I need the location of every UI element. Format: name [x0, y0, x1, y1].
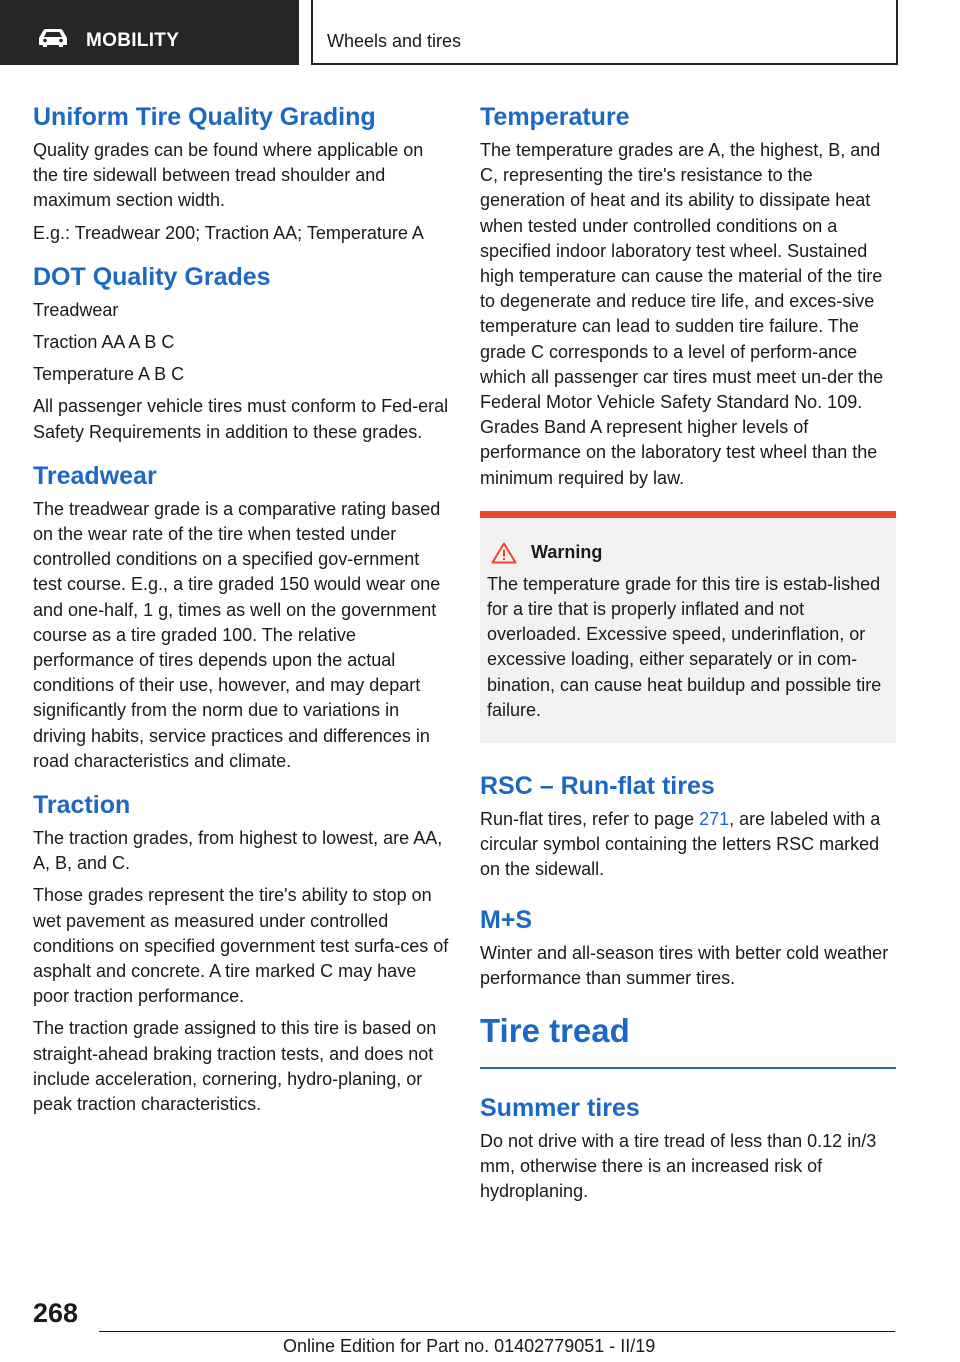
edition-note: Online Edition for Part no. 01402779051 - II/19 — [283, 1336, 656, 1356]
utqg-paragraph-2: E.g.: Treadwear 200; Traction AA; Temperature A — [33, 222, 424, 243]
chapter-tab — [311, 0, 898, 65]
traction-paragraph-2: Those grades represent the tire's ability to stop on wet pavement as measured under controlled conditions on specified government test surfa‐ces of asphalt and concrete. A tire marked C may have poor traction performance. — [33, 885, 449, 1007]
tire-tread-heading: Tire tread — [480, 1012, 630, 1050]
treadwear-heading: Treadwear — [33, 461, 157, 490]
warning-triangle-icon — [491, 542, 517, 564]
section-tab — [0, 0, 299, 65]
section-label: MOBILITY — [86, 30, 180, 51]
summer-tires-paragraph: Do not drive with a tire tread of less than 0.12 in/3 mm, otherwise there is an increased risk of hydroplaning. — [480, 1131, 877, 1202]
utqg-paragraph-1: Quality grades can be found where applicable on the tire sidewall between tread shoulder and maximum section width. — [33, 140, 424, 211]
left-column — [33, 100, 449, 1124]
traction-paragraph-1: The traction grades, from highest to lowest, are AA, A, B, and C. — [33, 828, 443, 874]
chapter-label: Wheels and tires — [327, 31, 462, 51]
warning-box — [480, 518, 896, 743]
rsc-text-after: , are labeled with a circular symbol containing the letters RSC marked on the sidewall. — [480, 809, 881, 880]
right-column — [480, 100, 896, 1212]
rsc-heading: RSC – Run-flat tires — [480, 772, 715, 801]
page-271-link[interactable]: 271 — [699, 809, 730, 830]
footer-rule — [99, 1331, 895, 1332]
tire-tread-rule — [480, 1067, 896, 1069]
dot-temperature-line: Temperature A B C — [33, 364, 185, 385]
traction-heading: Traction — [33, 791, 131, 820]
rsc-paragraph — [480, 807, 896, 883]
dot-treadwear-line: Treadwear — [33, 299, 119, 320]
warning-bar — [480, 511, 896, 518]
dot-paragraph: All passenger vehicle tires must conform to Fed‐eral Safety Requirements in addition to these grades. — [33, 396, 449, 442]
temperature-heading: Temperature — [480, 103, 630, 131]
warning-title: Warning — [531, 542, 603, 563]
page-number: 268 — [33, 1298, 79, 1328]
car-icon — [36, 28, 70, 48]
treadwear-paragraph: The treadwear grade is a comparative rating based on the wear rate of the tire when tested under controlled conditions on a specified gov‐ernment test course. E.g., a tire graded 150 would wear one and one-half, 1 g, times as well on the government course as a tire graded 100. The relative performance of tires depends upon the actual conditions of their use, however, and may depart significantly from the norm due to variations in driving habits, service practices and differences in road characteristics and climate. — [33, 498, 441, 771]
ms-heading: M+S — [480, 905, 533, 934]
summer-tires-heading: Summer tires — [480, 1094, 640, 1123]
dot-heading: DOT Quality Grades — [33, 262, 271, 291]
warning-text: The temperature grade for this tire is estab‐lished for a tire that is properly inflated and not overloaded. Excessive speed, underinflation, or excessive loading, either separately or in com‐bination, can cause heat buildup and possible tire failure. — [487, 573, 882, 720]
rsc-text-before: Run-flat tires, refer to page — [480, 809, 700, 830]
temperature-paragraph: The temperature grades are A, the highest, B, and C, representing the tire's resistance to the generation of heat and its ability to dissipate heat when tested under controlled conditions on a specified indoor laboratory test wheel. Sustained high temperature can cause the material of the tire to degenerate and reduce tire life, and exces‐sive temperature can lead to sudden tire failure. The grade C corresponds to a level of perform‐ance which all passenger car tires must meet un‐der the Federal Motor Vehicle Safety Standard No. 109. Grades Band A represent higher levels of performance on the laboratory test wheel than the minimum required by law. — [480, 140, 884, 488]
ms-paragraph: Winter and all-season tires with better cold weather performance than summer tires. — [480, 942, 889, 988]
utqg-heading: Uniform Tire Quality Grading — [33, 103, 376, 131]
traction-paragraph-3: The traction grade assigned to this tire is based on straight-ahead braking traction tests, and does not include acceleration, cornering, hydro‐planing, or peak traction characteristics. — [33, 1018, 437, 1115]
dot-traction-line: Traction AA A B C — [33, 332, 175, 353]
warning-title-row — [487, 538, 888, 568]
